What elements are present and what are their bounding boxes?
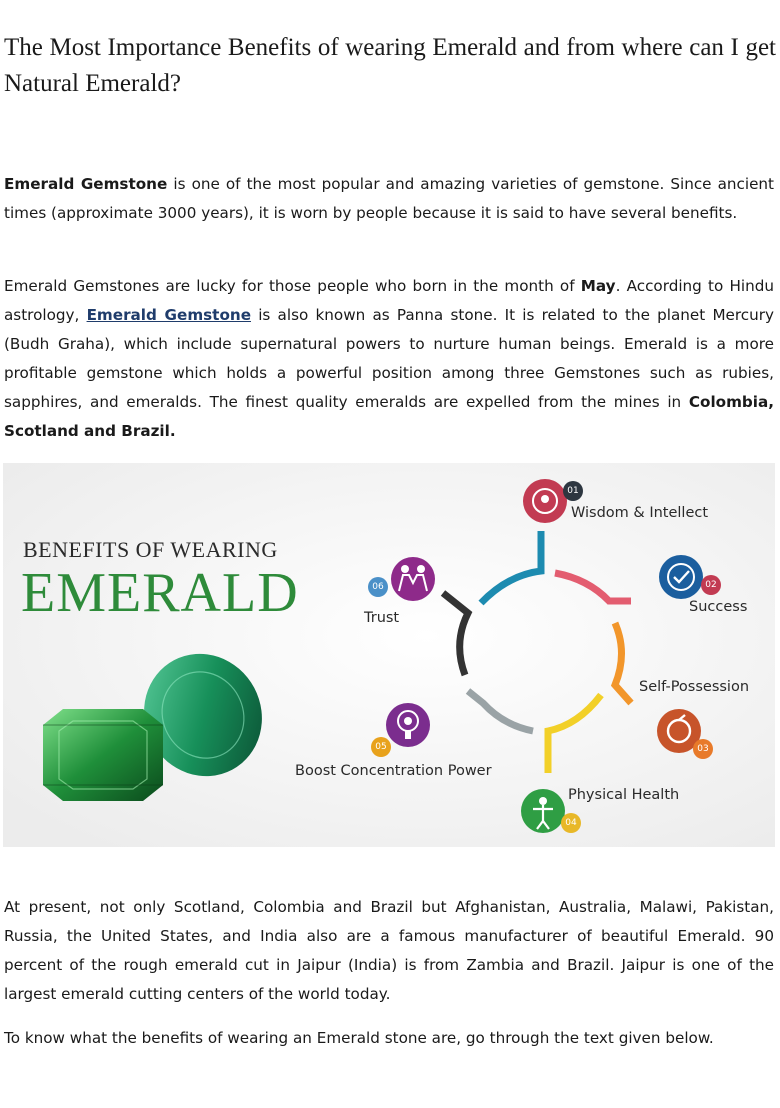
badge-04: 04 — [561, 813, 581, 833]
astrology-paragraph — [4, 272, 774, 446]
wisdom-icon — [523, 479, 567, 523]
benefits-infographic — [3, 463, 775, 847]
concentration-icon — [386, 703, 430, 747]
astrology-text-c: is also known as Panna stone. It is related to the planet Mercury (Budh Graha), which include supernatural powers to nurture human beings. Emerald is a more profitable gemstone which holds a powerful position among three Gemstones such as rubies, sapphires, and emeralds. The finest quality emeralds are expelled from the mines in — [4, 306, 775, 411]
badge-03: 03 — [693, 739, 713, 759]
sources-paragraph: At present, not only Scotland, Colombia and Brazil but Afghanistan, Australia, Malawi, Pakistan, Russia, the United States, and India also are a famous manufacturer of beautiful Emerald. 90 percent of the rough emerald cut in Jaipur (India) is from Zambia and Brazil. Jaipur is one of the largest emerald cutting centers of the world today. — [4, 898, 774, 1003]
label-success: Success — [689, 599, 748, 615]
badge-02: 02 — [701, 575, 721, 595]
benefits-heading-small: BENEFITS OF WEARING — [23, 537, 278, 562]
badge-06: 06 — [368, 577, 388, 597]
physical-health-icon — [521, 789, 565, 833]
astrology-text-a: Emerald Gemstones are lucky for those people who born in the month of — [4, 277, 581, 295]
success-icon — [659, 555, 703, 599]
mine-locations: Colombia, Scotland and Brazil. — [4, 393, 774, 440]
label-physical-health: Physical Health — [568, 787, 680, 803]
benefits-heading-emerald: EMERALD — [21, 562, 299, 624]
intro-paragraph — [4, 170, 774, 228]
trust-icon — [391, 557, 435, 601]
emerald-gemstone-link[interactable]: Emerald Gemstone — [86, 306, 251, 324]
label-trust: Trust — [364, 610, 400, 626]
article-title: The Most Importance Benefits of wearing Emerald and from where can I get Natural Emerald? — [4, 34, 776, 97]
label-wisdom-intellect: Wisdom & Intellect — [571, 505, 709, 521]
closing-paragraph: To know what the benefits of wearing an Emerald stone are, go through the text given below. — [4, 1029, 714, 1047]
label-self-possession: Self-Possession — [639, 679, 750, 695]
label-boost-concentration: Boost Concentration Power — [295, 763, 492, 779]
month-may: May — [580, 277, 616, 295]
emerald-gemstone-bold: Emerald Gemstone — [4, 175, 168, 193]
badge-05: 05 — [371, 737, 391, 757]
astrology-text-b: . According to Hindu astrology, — [4, 277, 775, 324]
badge-01: 01 — [563, 481, 583, 501]
intro-text: is one of the most popular and amazing varieties of gemstone. Since ancient times (approximate 3000 years), it is worn by people because it is said to have several benefits. — [4, 175, 775, 222]
